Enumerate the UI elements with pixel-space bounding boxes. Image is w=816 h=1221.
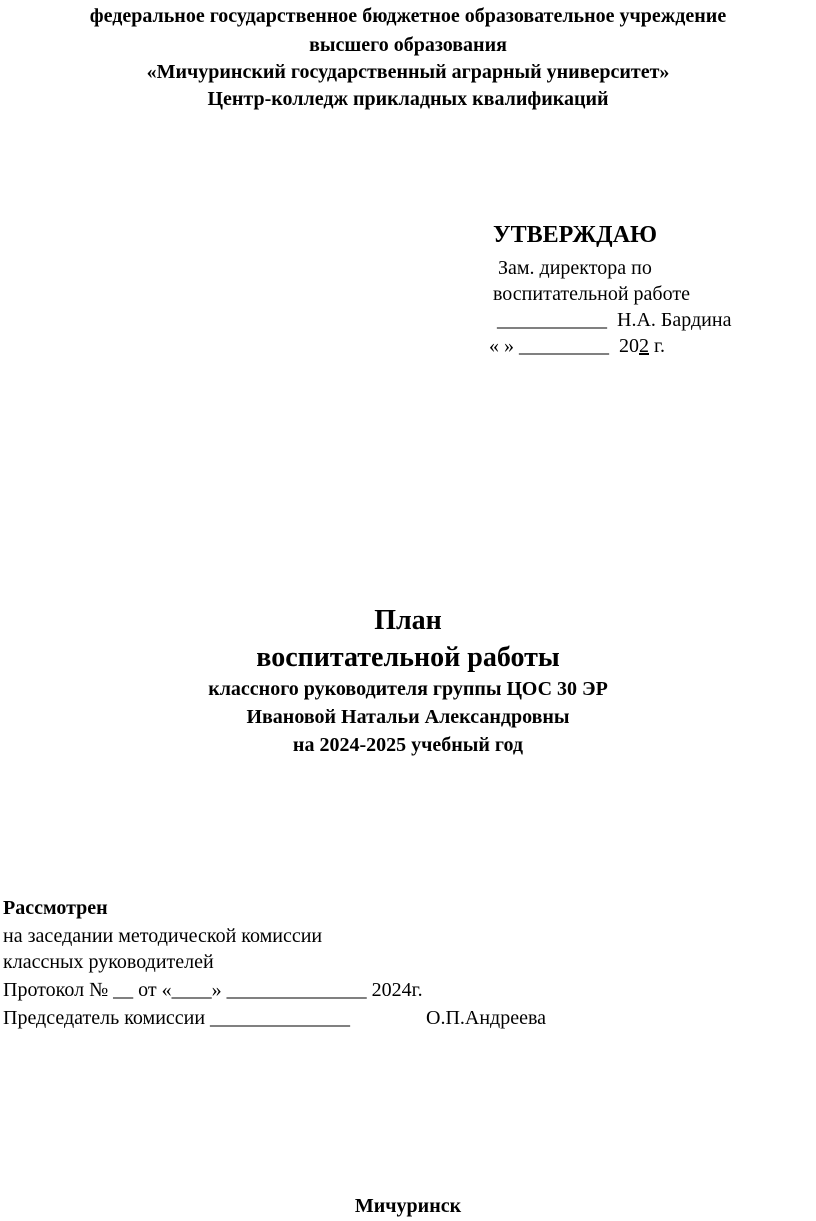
plan-teacher: Ивановой Натальи Александровны — [246, 706, 570, 728]
date-blank: _________ — [519, 335, 609, 357]
plan-year: на 2024-2025 учебный год — [292, 734, 524, 756]
plan-title: План — [374, 605, 442, 636]
plan-group: классного руководителя группы ЦОС 30 ЭР — [208, 678, 608, 700]
footer-city: Мичуринск — [354, 1195, 462, 1217]
review-heading: Рассмотрен — [3, 897, 108, 919]
approval-signer: Н.А. Бардина — [617, 309, 732, 331]
review-line-1: на заседании методической комиссии — [3, 925, 323, 947]
year-suffix: г. — [649, 335, 665, 357]
signature-blank: ___________ — [497, 309, 607, 331]
review-line-2: классных руководителей — [3, 951, 214, 973]
year-digit: 2 — [639, 335, 649, 357]
plan-subject: воспитательной работы — [256, 642, 560, 673]
approval-position-line-1: Зам. директора по — [498, 257, 652, 279]
header-line-1: федеральное государственное бюджетное образовательное учреждение — [89, 5, 727, 27]
header-line-2: высшего образования — [309, 34, 507, 56]
approval-date-line — [489, 333, 665, 359]
approval-signature-line — [497, 307, 731, 333]
review-chair-label: Председатель комиссии ______________ — [3, 1007, 351, 1029]
approval-position-line-2: воспитательной работе — [493, 283, 690, 305]
date-quotes: « » — [489, 335, 514, 357]
header-line-3: «Мичуринский государственный аграрный университет» — [146, 61, 670, 83]
review-chair-name: О.П.Андреева — [426, 1007, 547, 1029]
review-protocol: Протокол № __ от «____» ______________ 2024г. — [3, 979, 423, 1001]
year-prefix: 20 — [619, 335, 639, 357]
approval-title: УТВЕРЖДАЮ — [493, 222, 658, 248]
header-line-4: Центр-колледж прикладных квалификаций — [207, 88, 609, 110]
